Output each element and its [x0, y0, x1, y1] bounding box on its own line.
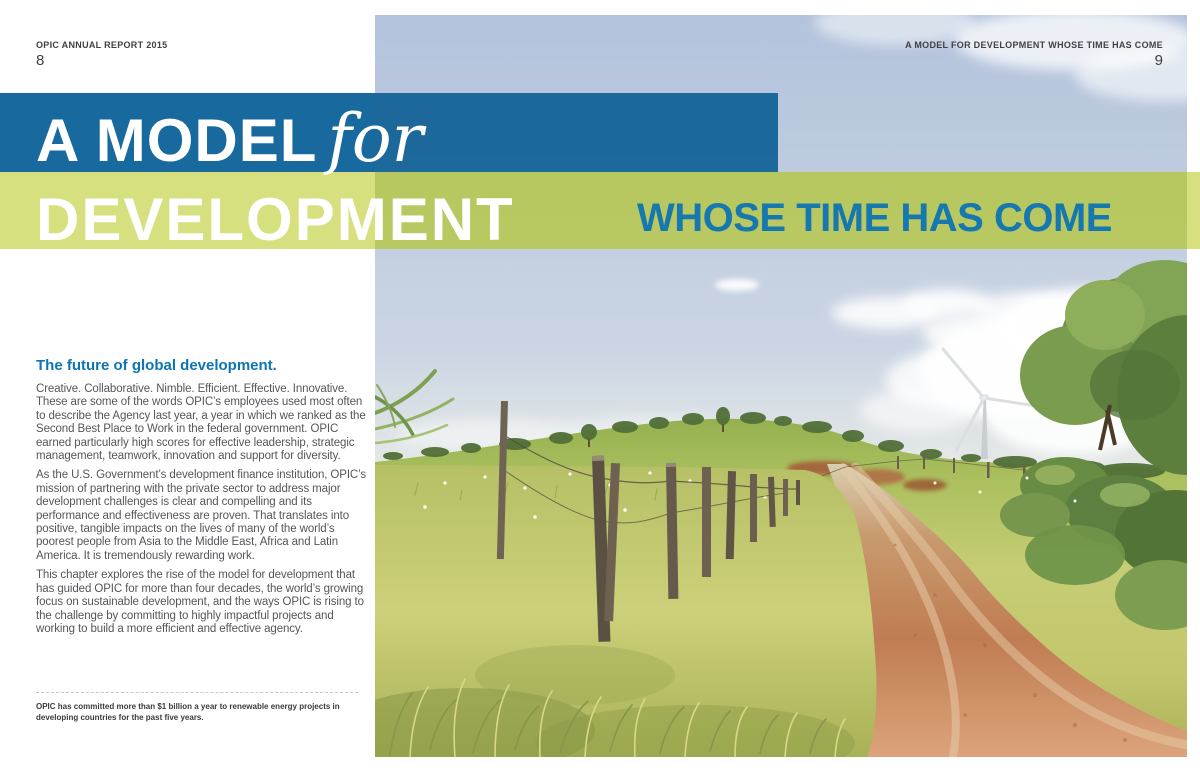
title-banner-blue-overlay: [375, 93, 778, 172]
page-number-right: 9: [1154, 52, 1163, 69]
report-title: OPIC ANNUAL REPORT 2015: [36, 40, 168, 50]
caption-divider: [36, 692, 358, 693]
article-heading: The future of global development.: [36, 357, 277, 374]
headline-line1-accent: for: [327, 100, 424, 177]
article-column: [36, 357, 367, 642]
headline-line1-main: A MODEL: [36, 107, 318, 174]
page-number-left: 8: [36, 52, 45, 69]
headline-line1: [36, 100, 424, 177]
chapter-running-title: A MODEL FOR DEVELOPMENT WHOSE TIME HAS COME: [905, 40, 1163, 50]
article-paragraph: As the U.S. Government’s development finance institution, OPIC’s mission of partnering with the private sector to address major development challenges is clear and compelling and its performance and effectiveness are proven. That translates into positive, tangible impacts on the lives of many of the world’s poorest people from Asia to the Middle East, Africa and Latin America. It is tremendously rewarding work.: [36, 469, 367, 562]
headline-line2: DEVELOPMENT: [36, 186, 515, 253]
headline-subtitle: WHOSE TIME HAS COME: [637, 196, 1112, 240]
photo-caption: OPIC has committed more than $1 billion a year to renewable energy projects in developing countries for the past five years.: [36, 702, 340, 722]
article-paragraph: Creative. Collaborative. Nimble. Efficient. Effective. Innovative. These are some of the words OPIC’s employees used most often to describe the Agency last year, a year in which we ranked as the Second Best Place to Work in the federal government. OPIC earned particularly high scores for effective leadership, strategic management, teamwork, innovation and support for diversity.: [36, 383, 366, 463]
right-page-header: [905, 40, 1163, 69]
title-banner-green-edge: [1187, 172, 1200, 249]
article-paragraph: This chapter explores the rise of the model for development that has guided OPIC for more than four decades, the world’s growing focus on sustainable development, and the ways OPIC is rising to the challenge by committing to highly impactful projects and working to build a more efficient and effective agency.: [36, 569, 364, 635]
left-page-header: [36, 40, 167, 69]
